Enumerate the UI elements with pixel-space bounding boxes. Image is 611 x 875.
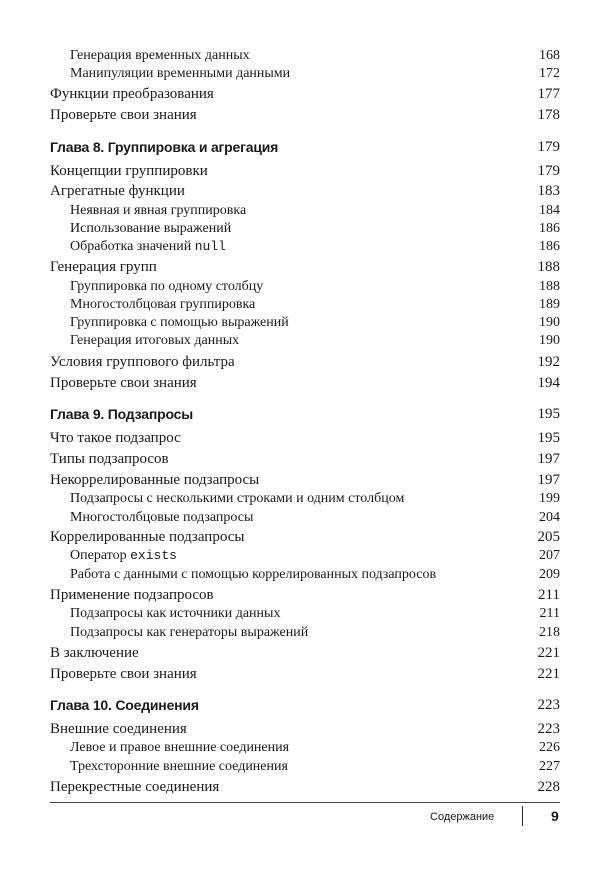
chapter-page: 195: [537, 406, 560, 422]
toc-entry-title: Генерация групп: [50, 259, 157, 275]
toc-entry: [50, 548, 560, 568]
toc-entry-title: Подзапросы с несколькими строками и одним столбцом: [70, 491, 405, 506]
toc-entry-page: 188: [537, 259, 560, 275]
toc-entry-title: Функции преобразования: [50, 86, 214, 102]
toc-entry: [50, 529, 560, 549]
toc-entry-page: 186: [539, 221, 560, 236]
toc-entry: [50, 625, 560, 645]
chapter-title: Глава 8. Группировка и агрегация: [50, 139, 279, 155]
toc-entry-page: 179: [537, 163, 560, 179]
toc-entry-text: Обработка значений: [70, 239, 192, 254]
toc-entry-title: Применение подзапросов: [50, 587, 214, 603]
toc-chapter-heading: [50, 139, 560, 159]
toc-entry-title: Работа с данными с помощью коррелированных подзапросов: [70, 567, 437, 582]
toc-entry: [50, 259, 560, 279]
footer-separator: [522, 806, 523, 826]
toc-entry-page: 190: [539, 333, 560, 348]
toc-entry-title: Типы подзапросов: [50, 451, 169, 467]
toc-entry: [50, 203, 560, 223]
toc-entry-page: 197: [537, 451, 560, 467]
toc-entry-title: Использование выражений: [70, 221, 232, 236]
toc-entry: [50, 315, 560, 335]
toc-entry-page: 186: [539, 239, 560, 254]
toc-entry-page: 183: [537, 183, 560, 199]
code-exists: exists: [130, 548, 177, 563]
toc-entry: [50, 107, 560, 127]
toc-entry-page: 209: [539, 567, 560, 582]
toc-entry: [50, 66, 560, 86]
toc-entry-title: [70, 548, 177, 564]
toc-entry-page: 228: [537, 779, 560, 795]
toc-entry: [50, 567, 560, 587]
toc-entry: [50, 183, 560, 203]
toc-entry-page: 205: [537, 529, 560, 545]
toc-entry-page: 168: [539, 48, 560, 63]
footer-rule: [50, 802, 560, 803]
toc-entry-page: 177: [537, 86, 560, 102]
toc-entry-page: 172: [539, 66, 560, 81]
toc-entry-page: 221: [537, 666, 560, 682]
toc-chapter-heading: [50, 697, 560, 717]
toc-entry-title: Агрегатные функции: [50, 183, 185, 199]
toc-entry: [50, 163, 560, 183]
toc-entry: [50, 645, 560, 665]
toc-entry: [50, 239, 560, 259]
toc-entry-page: 207: [539, 548, 560, 563]
toc-entry: [50, 354, 560, 374]
toc-entry-title: Внешние соединения: [50, 721, 187, 737]
footer-page-number: 9: [551, 808, 559, 824]
toc-entry-title: Группировка по одному столбцу: [70, 279, 264, 294]
toc-entry-title: Генерация итоговых данных: [70, 333, 240, 348]
toc-entry: [50, 221, 560, 241]
toc-entry-title: Концепции группировки: [50, 163, 208, 179]
toc-entry-page: 190: [539, 315, 560, 330]
toc-entry: [50, 587, 560, 607]
toc-entry-page: 188: [539, 279, 560, 294]
toc-entry: [50, 510, 560, 530]
toc-entry-title: Группировка с помощью выражений: [70, 315, 289, 330]
toc-entry-title: Проверьте свои знания: [50, 375, 197, 391]
toc-entry: [50, 451, 560, 471]
toc-entry-title: Что такое подзапрос: [50, 430, 181, 446]
toc-entry-title: Многостолбцовые подзапросы: [70, 510, 254, 525]
toc-entry-page: 194: [537, 375, 560, 391]
toc-entry-title: Манипуляции временными данными: [70, 66, 291, 81]
toc-entry-page: 197: [537, 472, 560, 488]
toc-entry-page: 218: [539, 625, 560, 640]
toc-entry-title: Проверьте свои знания: [50, 666, 197, 682]
footer-section-label: Содержание: [430, 811, 495, 823]
toc-chapter-heading: [50, 406, 560, 426]
toc-entry: [50, 430, 560, 450]
chapter-title: Глава 10. Соединения: [50, 697, 199, 713]
toc-entry-page: 192: [537, 354, 560, 370]
toc-entry: [50, 375, 560, 395]
toc-entry: [50, 606, 560, 626]
toc-entry-title: Проверьте свои знания: [50, 107, 197, 123]
toc-entry-page: 178: [537, 107, 560, 123]
toc-entry-page: 211: [538, 587, 560, 603]
toc-entry: [50, 721, 560, 741]
toc-entry-page: 227: [539, 759, 560, 774]
toc-entry-title: Трехсторонние внешние соединения: [70, 759, 288, 774]
toc-entry-title: В заключение: [50, 645, 139, 661]
toc-entry: [50, 759, 560, 779]
toc-entry-title: Подзапросы как генераторы выражений: [70, 625, 309, 640]
toc-entry-text: Оператор: [70, 548, 127, 563]
toc-entry-title: Некоррелированные подзапросы: [50, 472, 260, 488]
toc-entry-title: Неявная и явная группировка: [70, 203, 247, 218]
toc-entry: [50, 666, 560, 686]
code-null: null: [194, 239, 226, 254]
chapter-title: Глава 9. Подзапросы: [50, 406, 193, 422]
chapter-page: 179: [537, 139, 560, 155]
toc-entry-page: 221: [537, 645, 560, 661]
toc-entry-page: 189: [539, 297, 560, 312]
toc-entry-page: 204: [539, 510, 560, 525]
toc-entry: [50, 779, 560, 799]
toc-entry: [50, 740, 560, 760]
toc-entry-title: Перекрестные соединения: [50, 779, 220, 795]
toc-entry-page: 199: [539, 491, 560, 506]
toc-entry-title: Условия группового фильтра: [50, 354, 235, 370]
toc-entry-page: 223: [537, 721, 560, 737]
toc-entry-title: Многостолбцовая группировка: [70, 297, 256, 312]
toc-entry-page: 195: [537, 430, 560, 446]
toc-entry-title: Коррелированные подзапросы: [50, 529, 245, 545]
toc-entry-page: 184: [539, 203, 560, 218]
toc-entry: [50, 333, 560, 353]
toc-entry-title: [70, 239, 226, 255]
toc-entry-title: Подзапросы как источники данных: [70, 606, 281, 621]
toc-entry: [50, 297, 560, 317]
toc-entry-page: 211: [539, 606, 560, 621]
toc-entry-page: 226: [539, 740, 560, 755]
toc-entry: [50, 472, 560, 492]
toc-entry: [50, 491, 560, 511]
toc-entry: [50, 86, 560, 106]
toc-entry: [50, 279, 560, 299]
toc-entry-title: Левое и правое внешние соединения: [70, 740, 290, 755]
chapter-page: 223: [537, 697, 560, 713]
toc-entry-title: Генерация временных данных: [70, 48, 250, 63]
toc-entry: [50, 48, 560, 68]
